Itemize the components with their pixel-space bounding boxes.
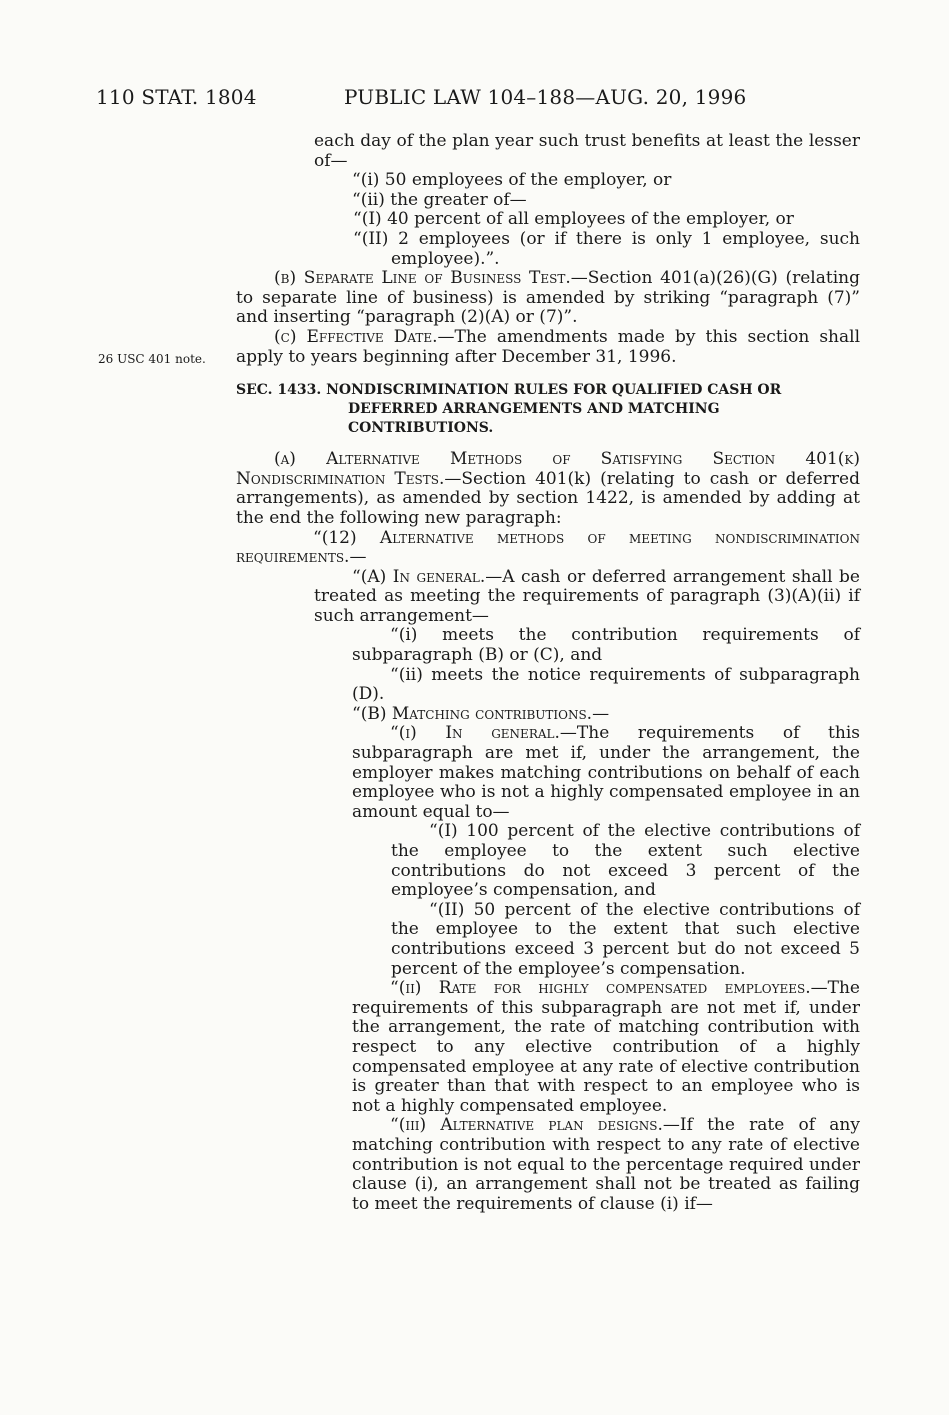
paragraph: “(II) 50 percent of the elective contributions of the employee to the extent that such elective contributions exceed 3 percent but do not exceed 5 percent of the employee’s compensation. [391,899,860,979]
paragraph: “(ii) meets the notice requirements of subparagraph (D). [352,664,860,705]
subsection-heading: “(A) In general. [352,566,486,587]
paragraph [236,450,860,528]
section-heading: SEC. 1433. NONDISCRIMINATION RULES FOR QUALIFIED CASH OR DEFERRED ARRANGEMENTS AND MATCHING CONTRIBUTIONS. [236,382,782,437]
subsection-text: —If the rate of any matching contribution with respect to any rate of elective contribution is not equal to the percentage required under clause (i), an arrangement shall not be treated as failing to meet the requirements of clause (i) if— [352,1115,860,1214]
paragraph: “(B) Matching contributions.— [352,703,610,724]
subsection-heading: “(iii) Alternative plan designs. [390,1115,663,1136]
subsection-heading: “(ii) Rate for highly compensated employees. [390,978,811,999]
paragraph [236,328,860,367]
subsection-text: —The amendments made by this section shall apply to years beginning after December 31, 1996. [236,326,861,367]
paragraph: “(i) meets the contribution requirements of subparagraph (B) or (C), and [352,625,860,666]
page-reference: 110 STAT. 1804 [96,85,257,109]
paragraph: “(I) 100 percent of the elective contributions of the employee to the extent such elective contributions do not exceed 3 percent of the employee’s compensation, and [391,821,860,901]
paragraph: “(12) Alternative methods of meeting nondiscrimination requirements.— [236,527,860,568]
subsection-text: —The requirements of this subparagraph are not met if, under the arrangement, the rate of matching contribution with respect to any elective contribution of a highly compensated employee at any rate of elective contribution is greater than that with respect to an employee who is not a highly compensated employee. [352,978,860,1116]
paragraph [236,269,860,328]
paragraph [236,724,860,822]
subsection-text: —A cash or deferred arrangement shall be treated as meeting the requirements of paragraph (3)(A)(ii) if such arrangement— [314,566,860,626]
paragraph [236,568,860,627]
subsection-text: —Section 401(k) (relating to cash or deferred arrangements), as amended by section 1422, is amended by adding at the end the following new paragraph: [236,468,860,528]
paragraph [236,979,860,1116]
paragraph: “(I) 40 percent of all employees of the employer, or [353,209,794,230]
paragraph: each day of the plan year such trust benefits at least the lesser of— [314,131,860,171]
body-text [236,132,860,1214]
paragraph [236,1116,860,1214]
paragraph: “(i) 50 employees of the employer, or [352,170,672,191]
subsection-heading: (a) Alternative Methods of Satisfying Section 401(k) Nondiscrimination Tests. [236,449,860,489]
subsection-heading: “(i) In general. [390,723,560,744]
paragraph: “(II) 2 employees (or if there is only 1 employee, such employee).”. [353,228,860,269]
subsection-heading: (c) Effective Date. [274,326,438,347]
subsection-heading: (b) Separate Line of Business Test. [274,268,571,289]
paragraph: “(ii) the greater of— [352,189,527,210]
subsection-text: —Section 401(a)(26)(G) (relating to separate line of business) is amended by striking “paragraph (7)” and inserting “paragraph (2)(A) or (7)”. [236,268,860,328]
running-header-title: PUBLIC LAW 104–188—AUG. 20, 1996 [344,85,747,109]
subsection-text: —The requirements of this subparagraph are met if, under the arrangement, the employer makes matching contributions on behalf of each employee who is not a highly compensated employee in an amount equal to— [352,723,861,822]
margin-note: 26 USC 401 note. [98,352,206,366]
